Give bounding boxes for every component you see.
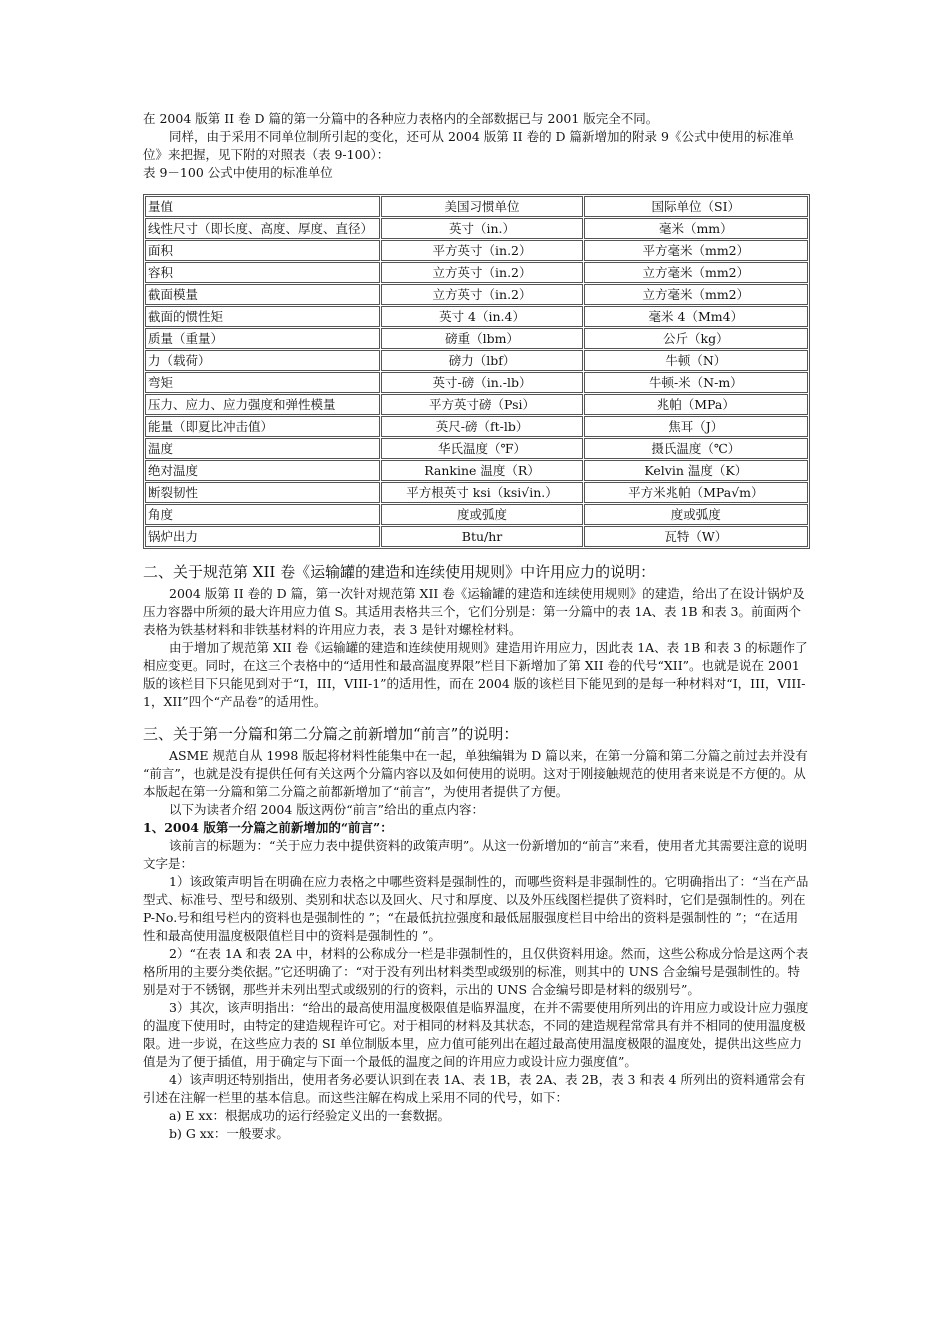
intro-line-1: 在 2004 版第 II 卷 D 篇的第一分篇中的各种应力表格内的全部数据已与 2001 版完全不同。 [143,111,659,126]
cell-quantity: 面积 [145,240,380,261]
table-row [145,504,808,525]
cell-si-unit: 兆帕（MPa） [584,394,808,415]
cell-us-unit: Btu/hr [381,526,582,547]
cell-us-unit: 平方英寸（in.2） [381,240,582,261]
cell-si-unit: 焦耳（J） [584,416,808,437]
table-row [145,526,808,547]
section-3-paragraph: ASME 规范自从 1998 版起将材料性能集中在一起，单独编辑为 D 篇以来，在第一分篇和第二分篇之前过去并没有 “前言”，也就是没有提供任何有关这两个分篇内容以及如何使用的说明。这对于刚接触规范的使用者来说是不方便的。从本版起在第一分篇和第二分篇之前都新增加了“前言”，为使用者提供了方便。 [143,748,808,799]
cell-si-unit: 平方毫米（mm2） [584,240,808,261]
table-row [145,438,808,459]
cell-us-unit: 度或弧度 [381,504,582,525]
cell-us-unit: 立方英寸（in.2） [381,284,582,305]
table-row [145,482,808,503]
cell-us-unit: 平方根英寸 ksi（ksi√in.） [381,482,582,503]
units-table [143,194,810,549]
cell-us-unit: 立方英寸（in.2） [381,262,582,283]
table-header-row [145,196,808,217]
cell-si-unit: 立方毫米（mm2） [584,262,808,283]
cell-si-unit: 毫米（mm） [584,218,808,239]
cell-si-unit: 摄氏温度（℃） [584,438,808,459]
table-row [145,350,808,371]
section-2-heading: 二、关于规范第 XII 卷《运输罐的建造和连续使用规则》中许用应力的说明： [143,563,656,581]
cell-us-unit: 磅力（lbf） [381,350,582,371]
cell-quantity: 断裂韧性 [145,482,380,503]
cell-us-unit: 英寸-磅（in.-lb） [381,372,582,393]
cell-quantity: 截面模量 [145,284,380,305]
cell-us-unit: Rankine 温度（R） [381,460,582,481]
cell-si-unit: 毫米 4（Mm4） [584,306,808,327]
cell-quantity: 锅炉出力 [145,526,380,547]
header-quantity: 量值 [145,196,380,217]
header-us-units: 美国习惯单位 [381,196,582,217]
cell-us-unit: 平方英寸磅（Psi） [381,394,582,415]
table-row [145,460,808,481]
table-row [145,218,808,239]
cell-si-unit: 立方毫米（mm2） [584,284,808,305]
cell-si-unit: 牛顿-米（N-m） [584,372,808,393]
table-caption: 表 9－100 公式中使用的标准单位 [143,165,333,180]
cell-quantity: 能量（即夏比冲击值） [145,416,380,437]
preface-paragraph: 该前言的标题为：“关于应力表中提供资料的政策声明”。从这一份新增加的“前言”来看，使用者尤其需要注意的说明文字是： [143,838,808,871]
cell-us-unit: 英寸 4（in.4） [381,306,582,327]
cell-quantity: 容积 [145,262,380,283]
cell-si-unit: 平方米兆帕（MPa√m） [584,482,808,503]
header-si-units: 国际单位（SI） [584,196,808,217]
list-item: b) G xx：一般要求。 [169,1126,289,1141]
table-row [145,394,808,415]
table-row [145,240,808,261]
cell-us-unit: 英尺-磅（ft-lb） [381,416,582,437]
cell-si-unit: 牛顿（N） [584,350,808,371]
cell-si-unit: 瓦特（W） [584,526,808,547]
preface-paragraph: 1）该政策声明旨在明确在应力表格之中哪些资料是强制性的，而哪些资料是非强制性的。它明确指出了：“当在产品型式、标准号、型号和级别、类别和状态以及回火、尺寸和厚度、以及外压线图栏提供了资料时，它们是强制性的。列在 P-No.号和组号栏内的资料也是强制性的 ”；“在最低抗拉强度和最低屈服强度栏目中给出的资料是强制性的 ”；“在适用性和最高使用温度极限值栏目中的资料是强制性的 ”。 [143,874,809,943]
cell-quantity: 压力、应力、应力强度和弹性模量 [145,394,380,415]
table-row [145,372,808,393]
cell-quantity: 截面的惯性矩 [145,306,380,327]
cell-si-unit: Kelvin 温度（K） [584,460,808,481]
cell-quantity: 温度 [145,438,380,459]
cell-si-unit: 公斤（kg） [584,328,808,349]
preface-paragraph: 4）该声明还特别指出，使用者务必要认识到在表 1A、表 1B，表 2A、表 2B，表 3 和表 4 所列出的资料通常会有引述在注解一栏里的基本信息。而这些注解在构成上采用不同的代号，如下： [143,1072,806,1105]
cell-us-unit: 英寸（in.） [381,218,582,239]
section-3-paragraph: 以下为读者介绍 2004 版这两份“前言”给出的重点内容： [169,802,485,817]
table-row [145,416,808,437]
table-row [145,284,808,305]
section-2-paragraph: 由于增加了规范第 XII 卷《运输罐的建造和连续使用规则》建造用许用应力，因此表 1A、表 1B 和表 3 的标题作了相应变更。同时，在这三个表格中的“适用性和最高温度界限”栏目下新增加了第 XII 卷的代号“XII”。也就是说在 2001 版的该栏目下只能见到对于“I，III，VIII-1”的适用性，而在 2004 版的该栏目下能见到的是每一种材料对“I，III，VIII-1，XII”四个“产品卷”的适用性。 [143,640,808,709]
cell-quantity: 弯矩 [145,372,380,393]
cell-quantity: 线性尺寸（即长度、高度、厚度、直径） [145,218,380,239]
table-row [145,328,808,349]
preface-paragraph: 3）其次，该声明指出：“给出的最高使用温度极限值是临界温度，在并不需要使用所列出的许用应力或设计应力强度的温度下使用时，由特定的建造规程许可它。对于相同的材料及其状态，不同的建造规程常常具有并不相同的使用温度极限。进一步说，在这些应力表的 SI 单位制版本里，应力值可能列出在超过最高使用温度极限的温度处，提供出这些应力值是为了便于插值，用于确定与下面一个最低的温度之间的许用应力或设计应力强度值”。 [143,1000,809,1069]
section-3-subheading: 1、2004 版第一分篇之前新增加的“前言”： [143,820,393,835]
preface-paragraph: 2）“在表 1A 和表 2A 中，材料的公称成分一栏是非强制性的，且仅供资料用途。然而，这些公称成分恰是这两个表格所用的主要分类依据。”它还明确了：“对于没有列出材料类型或级别的标准，则其中的 UNS 合金编号是强制性的。特别是对于不锈钢，那些并未列出型式或级别的行的资料，示出的 UNS 合金编号即是材料的级别号”。 [143,946,809,997]
cell-quantity: 质量（重量） [145,328,380,349]
table-row [145,262,808,283]
list-item: a) E xx：根据成功的运行经验定义出的一套数据。 [169,1108,451,1123]
table-row [145,306,808,327]
cell-quantity: 角度 [145,504,380,525]
cell-quantity: 力（载荷） [145,350,380,371]
intro-line-2: 同样，由于采用不同单位制所引起的变化，还可从 2004 版第 II 卷的 D 篇新增加的附录 9《公式中使用的标准单位》来把握，见下附的对照表（表 9-100）： [143,129,794,162]
document-page [143,110,809,1143]
cell-us-unit: 华氏温度（℉） [381,438,582,459]
section-3-heading: 三、关于第一分篇和第二分篇之前新增加“前言”的说明： [143,725,519,743]
cell-si-unit: 度或弧度 [584,504,808,525]
section-2-paragraph: 2004 版第 II 卷的 D 篇，第一次针对规范第 XII 卷《运输罐的建造和连续使用规则》的建造，给出了在设计锅炉及压力容器中所须的最大许用应力值 S。其适用表格共三个，它们分别是：第一分篇中的表 1A、表 1B 和表 3。前面两个表格为铁基材料和非铁基材料的许用应力表，表 3 是针对螺栓材料。 [143,586,805,637]
cell-quantity: 绝对温度 [145,460,380,481]
cell-us-unit: 磅重（lbm） [381,328,582,349]
